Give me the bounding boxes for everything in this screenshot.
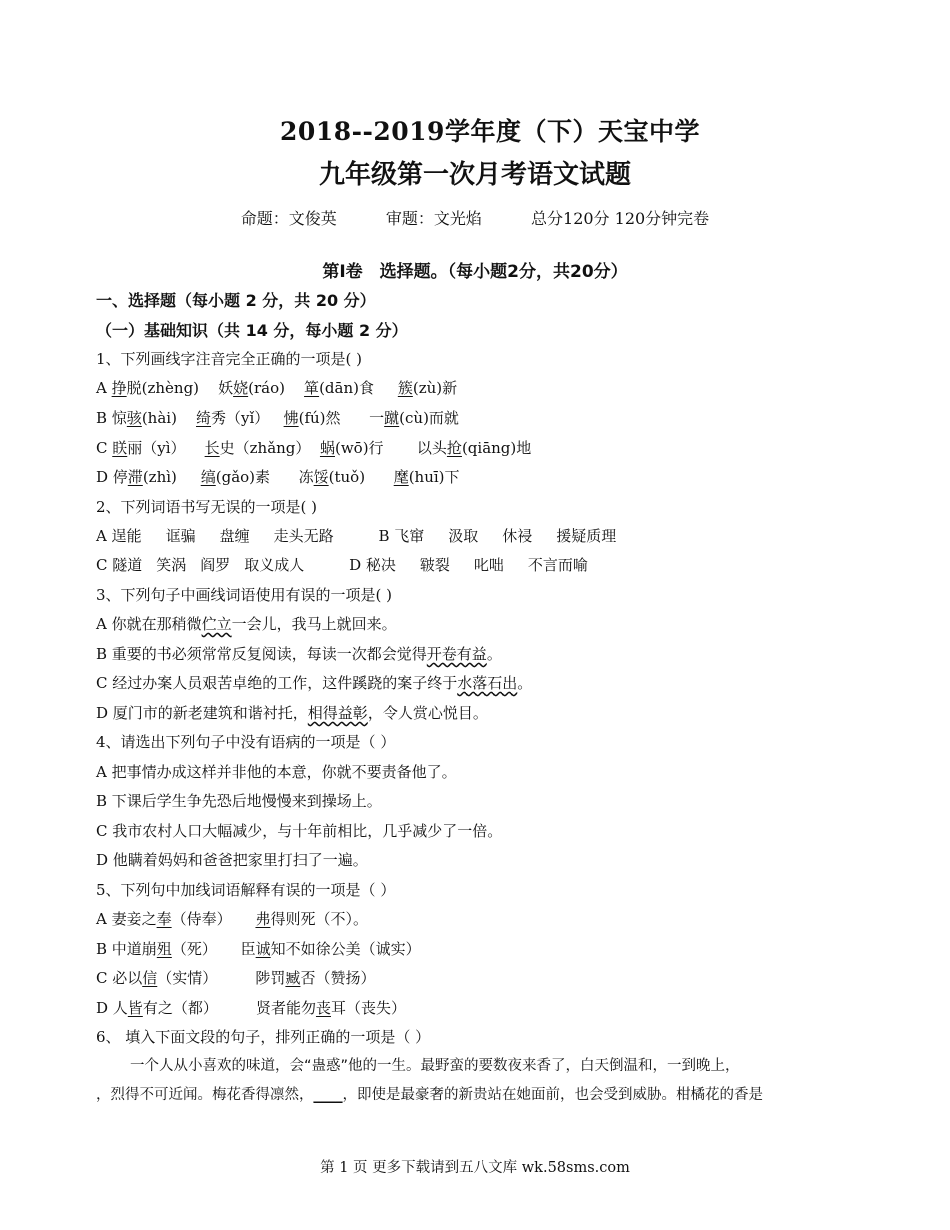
q3-option-c: C 经过办案人员艰苦卓绝的工作，这件蹊跷的案子终于水落石出。: [96, 674, 533, 692]
exam-title-line1: 2018--2019学年度（下）天宝中学: [280, 117, 700, 146]
page-footer: 第 1 页 更多下载请到五八文库 wk.58sms.com: [320, 1160, 630, 1176]
q1-stem: 1、下列画线字注音完全正确的一项是( ): [96, 350, 363, 368]
q3-option-a: A 你就在那稍微伫立一会儿，我马上就回来。: [96, 615, 397, 633]
score-time-text: 总分120分 120分钟完卷: [531, 209, 710, 228]
q1-option-c: C 眹丽（yì） 长史（zhǎng） 蜗(wō)行 以头抢(qiāng)地: [96, 439, 532, 457]
q2-stem: 2、下列词语书写无误的一项是( ): [96, 498, 318, 516]
q5-option-a: A 妻妾之奉（侍奉） 弗得则死（不）。: [96, 910, 368, 928]
q2-options-cd: C 隧道 笑涡 阎罗 取义成人 D 秘决 皲裂 叱咄 不言而喻: [96, 556, 588, 574]
q4-stem: 4、请选出下列句子中没有语病的一项是（ ）: [96, 733, 396, 751]
author-text: 命题：文俊英: [240, 209, 337, 228]
q6-passage: [96, 1052, 858, 1110]
volume-title: 第Ⅰ卷 选择题。（每小题2分，共20分）: [322, 262, 628, 282]
q4-option-d: D 他瞒着妈妈和爸爸把家里打扫了一遍。: [96, 851, 368, 869]
q5-option-b: B 中道崩殂（死） 臣诚知不如徐公美（诚实）: [96, 940, 421, 958]
q4-option-c: C 我市农村人口大幅减少，与十年前相比，几乎减少了一倍。: [96, 822, 503, 840]
q3-stem: 3、下列句子中画线词语使用有误的一项是( ): [96, 586, 393, 604]
exam-title-line2: 九年级第一次月考语文试题: [318, 160, 631, 190]
q4-option-b: B 下课后学生争先恐后地慢慢来到操场上。: [96, 792, 382, 810]
q6-passage-line2: ，烈得不可近闻。梅花香得凛然，____，即使是最豪奢的新贵站在她面前，也会受到威胁。柑橘花的香是: [96, 1087, 763, 1103]
q2-options-ab: A 逞能 诓骗 盘缠 走头无路 B 飞窜 汲取 休祲 援疑质理: [96, 527, 617, 545]
q6-stem: 6、 填入下面文段的句子，排列正确的一项是（ ）: [96, 1028, 431, 1046]
q3-option-d: D 厦门市的新老建筑和谐衬托，相得益彰，令人赏心悦目。: [96, 704, 488, 722]
q1-option-d: D 停滞(zhì) 缟(gǎo)素 冻馁(tuǒ) 麾(huī)下: [96, 468, 460, 486]
q6-blank: ____: [313, 1087, 343, 1103]
q6-passage-line1: 一个人从小喜欢的味道，会“蛊惑”他的一生。最野蛮的要数夜来香了，白天倒温和，一到晚上，: [130, 1058, 740, 1074]
exam-meta: [0, 206, 950, 229]
q5-option-d: D 人皆有之（都） 贤者能勿丧耳（丧失）: [96, 999, 406, 1017]
reviewer-text: 审题：文光焰: [385, 209, 482, 228]
q4-option-a: A 把事情办成这样并非他的本意，你就不要责备他了。: [96, 763, 457, 781]
q1-option-b: B 惊骇(hài) 绮秀（yǐ） 怫(fú)然 一蹴(cù)而就: [96, 409, 459, 427]
part1-subtitle: （一）基础知识（共 14 分，每小题 2 分）: [96, 321, 408, 340]
q5-stem: 5、下列句中加线词语解释有误的一项是（ ）: [96, 881, 396, 899]
part1-title: 一、选择题（每小题 2 分，共 20 分）: [96, 291, 376, 310]
q5-option-c: C 必以信（实情） 陟罚臧否（赞扬）: [96, 969, 376, 987]
q1-option-a: A 挣脱(zhèng) 妖娆(ráo) 箪(dān)食 簇(zù)新: [96, 379, 458, 397]
q3-option-b: B 重要的书必须常常反复阅读，每读一次都会觉得开卷有益。: [96, 645, 502, 663]
